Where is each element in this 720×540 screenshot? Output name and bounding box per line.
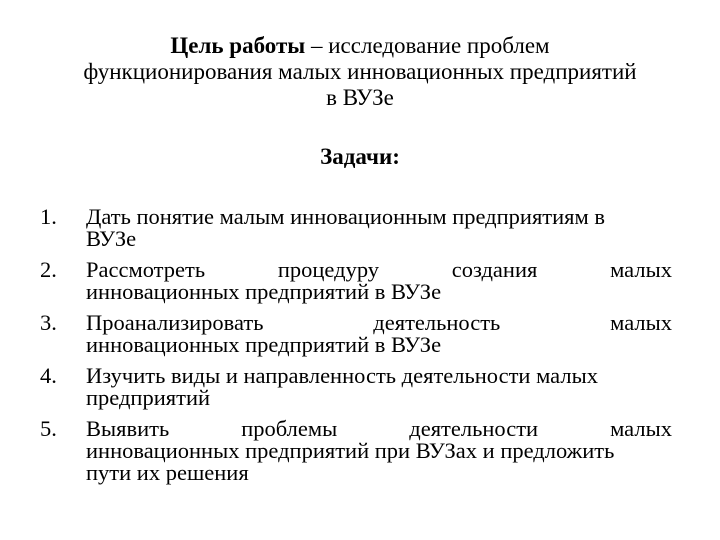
task-word: Проанализировать xyxy=(86,310,264,335)
task-word: малых xyxy=(610,257,672,282)
task-line: предприятий xyxy=(86,385,211,410)
task-item-4 xyxy=(40,365,672,409)
task-word: Рассмотреть xyxy=(86,257,206,282)
task-word: деятельности xyxy=(409,416,539,441)
task-line: ВУЗе xyxy=(86,226,137,251)
task-number: 3. xyxy=(40,310,57,335)
goal-line-1 xyxy=(30,33,690,59)
task-word: проблемы xyxy=(241,416,338,441)
task-line: Дать понятие малым инновационным предприятиям в xyxy=(86,204,606,229)
task-number: 2. xyxy=(40,257,57,282)
task-list xyxy=(40,206,672,493)
task-number: 1. xyxy=(40,204,57,229)
task-item-1 xyxy=(40,206,672,250)
goal-statement xyxy=(30,33,690,111)
task-line: пути их решения xyxy=(86,460,249,485)
task-line: Изучить виды и направленность деятельности малых xyxy=(86,363,598,388)
task-line-justified xyxy=(86,418,672,440)
task-word: малых xyxy=(610,416,672,441)
goal-line-3: в ВУЗе xyxy=(326,85,394,110)
task-word: Выявить xyxy=(86,416,170,441)
task-item-3 xyxy=(40,312,672,356)
task-word: процедуру xyxy=(277,257,380,282)
tasks-heading: Задачи: xyxy=(320,144,400,169)
task-line-justified xyxy=(86,312,672,334)
goal-line-2: функционирования малых инновационных предприятий xyxy=(83,59,637,84)
task-number: 5. xyxy=(40,416,57,441)
task-number: 4. xyxy=(40,363,57,388)
task-word: деятельность xyxy=(373,310,501,335)
task-line-justified xyxy=(86,259,672,281)
task-item-2 xyxy=(40,259,672,303)
goal-label: Цель работы xyxy=(170,33,306,58)
goal-line-1-rest: – исследование проблем xyxy=(305,33,550,58)
task-item-5 xyxy=(40,418,672,484)
task-word: малых xyxy=(610,310,672,335)
task-line: инновационных предприятий в ВУЗе xyxy=(86,332,442,357)
task-line: инновационных предприятий при ВУЗах и предложить xyxy=(86,438,615,463)
task-word: создания xyxy=(451,257,538,282)
task-line: инновационных предприятий в ВУЗе xyxy=(86,279,442,304)
